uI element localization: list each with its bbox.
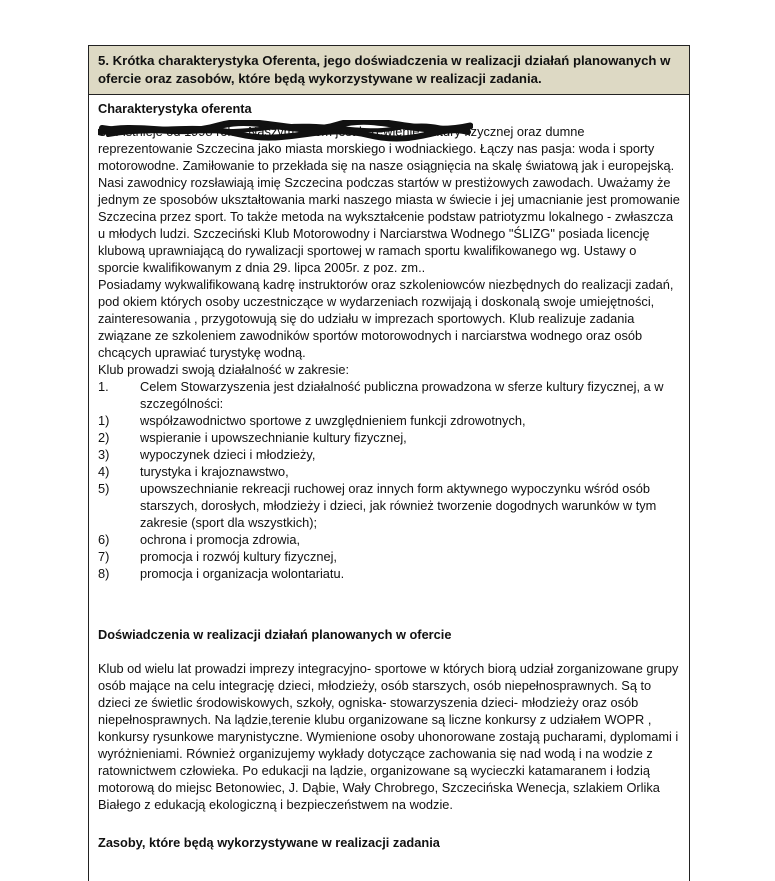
list-item-num: 8) — [98, 566, 110, 581]
spacer — [98, 582, 680, 621]
list-item — [98, 531, 680, 548]
list-item — [98, 412, 680, 429]
list-item-num: 2) — [98, 430, 110, 445]
list-item — [98, 446, 680, 463]
experience-paragraph: Klub od wielu lat prowadzi imprezy integracyjno- sportowe w których biorą udział zorganizowane grupy osób mające na celu integrację dzieci, młodzieży, osób starszych, osób niepełnosprawnych. Są to dzieci ze świetlic środowiskowych, szkoły, ogniska- stowarzyszenia dzieci- młodzieży oraz osób niepełnosprawnych. Na lądzie,terenie klubu organizowane są liczne konkursy z udziałem WOPR , konkursy rysunkowe marynistyczne. Wymienione osoby uhonorowane zostają pucharami, dyplomami i wyróżnieniami. Również organizujemy wykłady dotyczące zachowania się nad wodą i na wodzie z ratownictwem człowieka. Po edukacji na lądzie, organizowane są wycieczki katamaranem i łodzią motorową do miejsc Betonowiec, J. Dąbie, Wały Chrobrego, Szczecińska Wenecja, szlakiem Orlika Białego z edukacją ekologiczną i bezpieczeństwem na wodzie. — [98, 661, 679, 812]
list-item — [98, 480, 680, 531]
list-item-text: promocja i organizacja wolontariatu. — [140, 566, 345, 581]
experience-title: Doświadczenia w realizacji działań planowanych w ofercie — [98, 627, 452, 642]
main-list-num: 1. — [98, 379, 109, 394]
resources-title: Zasoby, które będą wykorzystywane w realizacji zadania — [98, 835, 440, 850]
list-item-num: 3) — [98, 447, 110, 462]
staff-paragraph: Posiadamy wykwalifikowaną kadrę instruktorów oraz szkoleniowców niezbędnych do realizacji zadań, pod okiem których osoby uczestniczące w wydarzeniach rozwijają i doskonalą swoje umiejętności, zainteresowania , przygotowują się do udziału w imprezach sportowych. Klub realizuje zadania związane ze szkoleniem zawodników sportów motorowodnych i narciarstwa wodnego oraz osób chcących uprawiać turystykę wodną. — [98, 277, 674, 360]
section-content — [89, 100, 689, 851]
section-header: 5. Krótka charakterystyka Oferenta, jego doświadczenia w realizacji działań planowanych w ofercie oraz zasobów, które będą wykorzystywane w realizacji zadania. — [89, 46, 689, 95]
list-item-num: 6) — [98, 532, 110, 547]
list-item-text: turystyka i krajoznawstwo, — [140, 464, 289, 479]
list-item — [98, 565, 680, 582]
spacer — [98, 813, 680, 829]
list-item-text: wspieranie i upowszechnianie kultury fizycznej, — [140, 430, 407, 445]
list-item — [98, 463, 680, 480]
intro-paragraph-wrap — [98, 123, 680, 276]
list-item-text: wypoczynek dzieci i młodzieży, — [140, 447, 316, 462]
list-item-text: promocja i rozwój kultury fizycznej, — [140, 549, 337, 564]
main-list-item — [98, 378, 680, 412]
list-item-num: 1) — [98, 413, 110, 428]
list-item-text: ochrona i promocja zdrowia, — [140, 532, 301, 547]
list-item-num: 5) — [98, 481, 110, 496]
activity-list — [98, 412, 680, 582]
list-item-text: upowszechnianie rekreacji ruchowej oraz innych form aktywnego wypoczynku wśród osób starszych, dorosłych, młodzieży i dzieci, jak również tworzenie dogodnych warunków w tym zakresie (sport dla wszystkich); — [140, 481, 657, 530]
intro-paragraph: S… istnieje od 1998 roku. Naszym celem jest krzewienie kultury fizycznej oraz dumne reprezentowanie Szczecina jako miasta morskiego i wodniackiego. Łączy nas pasja: woda i sporty motorowodne. Zamiłowanie to przekłada się na nasze osiągnięcia na skalę światową jak i europejską. Nasi zawodnicy rozsławiają imię Szczecina podczas startów w prestiżowych zawodach. Uważamy że jednym ze sposobów ukształtowania marki naszego miasta w świecie i jej umacnianie jest promowanie Szczecina przez sport. To także metoda na wykształcenie podstaw patriotyzmu lokalnego - zwłaszcza u młodych ludzi. Szczeciński Klub Motorowodny i Narciarstwa Wodnego "ŚLIZG" posiada licencję klubową uprawniającą do rywalizacji sportowej w ramach sportu kwalifikowanego wg. Ustawy o sporcie kwalifikowanym z dnia 29. lipca 2005r. z poz. zm.. — [98, 124, 680, 275]
list-item — [98, 429, 680, 446]
list-item-num: 4) — [98, 464, 110, 479]
list-item-text: współzawodnictwo sportowe z uwzględnieniem funkcji zdrowotnych, — [140, 413, 526, 428]
main-list-text: Celem Stowarzyszenia jest działalność publiczna prowadzona w sferze kultury fizycznej, a w szczególności: — [140, 379, 664, 411]
activity-intro: Klub prowadzi swoją działalność w zakresie: — [98, 362, 350, 377]
list-item-num: 7) — [98, 549, 110, 564]
list-item — [98, 548, 680, 565]
form-section-box — [88, 45, 690, 881]
characteristics-title: Charakterystyka oferenta — [98, 101, 252, 116]
spacer — [98, 643, 680, 660]
